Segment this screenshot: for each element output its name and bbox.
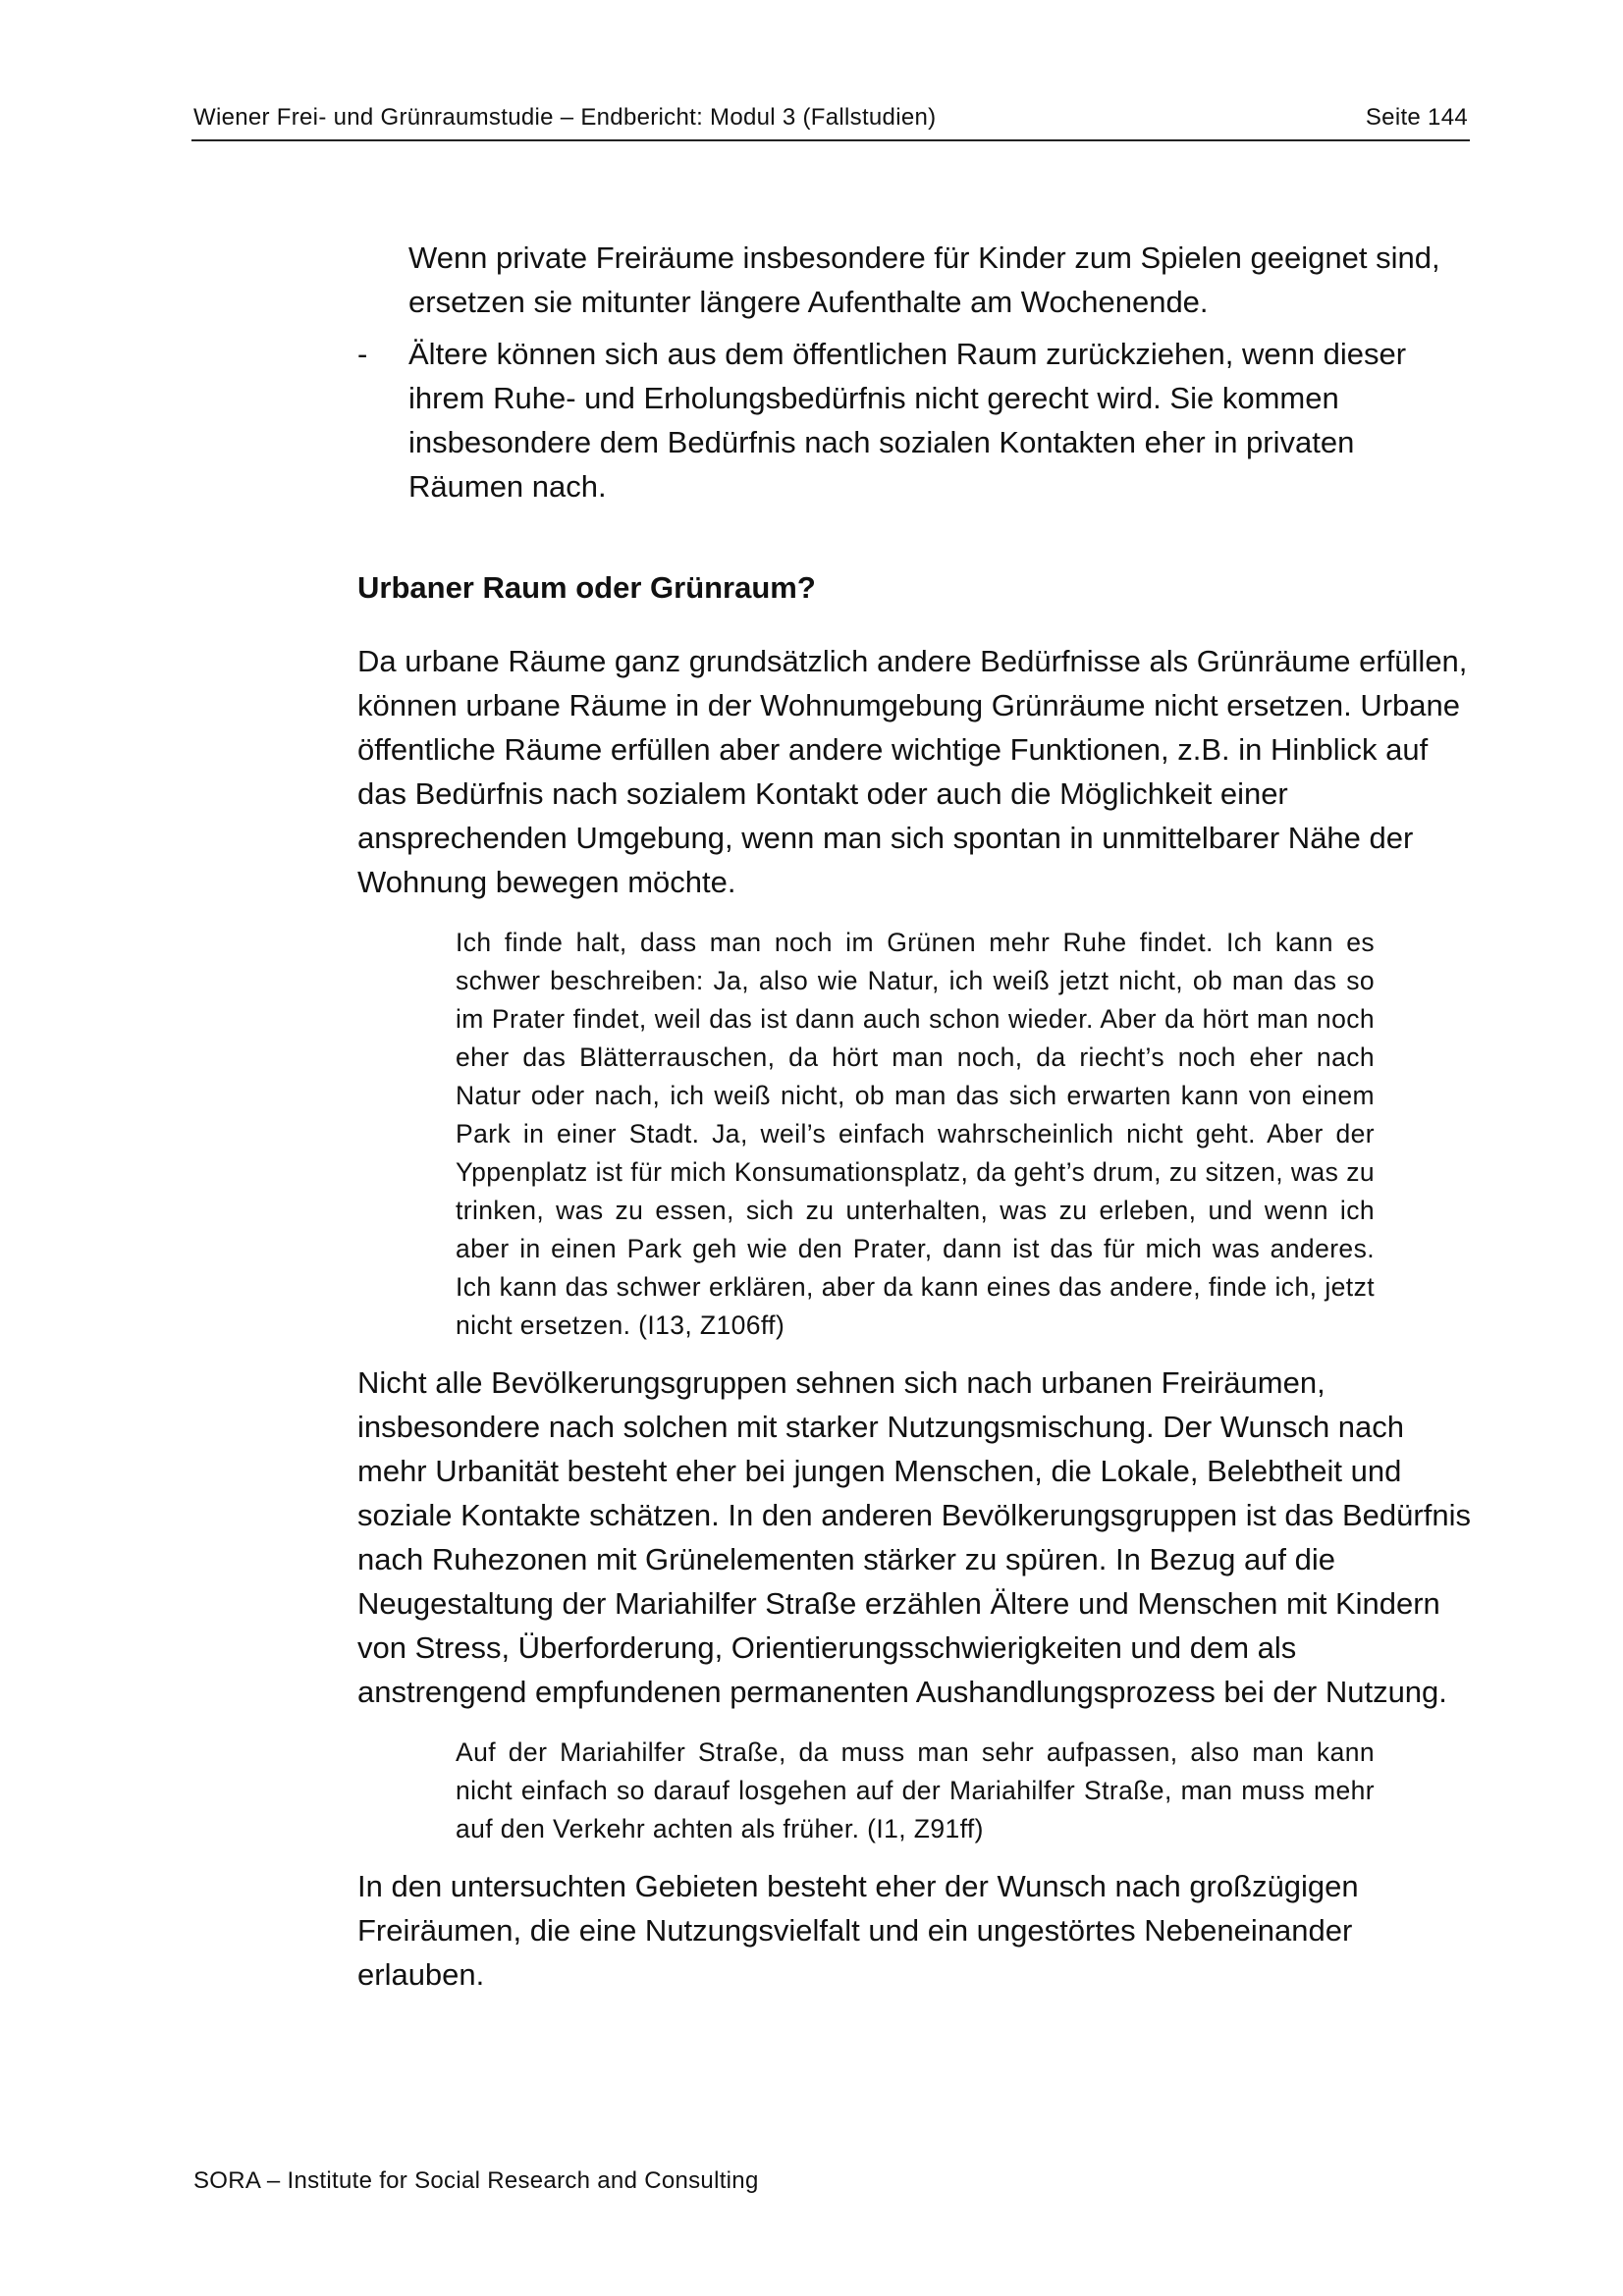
continuation-paragraph: Wenn private Freiräume insbesondere für Kinder zum Spielen geeignet sind, ersetzen sie mitunter längere Aufenthalte am Wochenende. xyxy=(408,240,1440,319)
paragraph-1: Da urbane Räume ganz grundsätzlich andere Bedürfnisse als Grünräume erfüllen, können urbane Räume in der Wohnumgebung Grünräume nicht ersetzen. Urbane öffentliche Räume erfüllen aber andere wichtige Funktionen, z.B. in Hinblick auf das Bedürfnis nach sozialem Kontakt oder auch die Möglichkeit einer ansprechenden Umgebung, wenn man sich spontan in unmittelbarer Nähe der Wohnung bewegen möchte. xyxy=(357,644,1468,899)
interview-quote-1: Ich finde halt, dass man noch im Grünen mehr Ruhe findet. Ich kann es schwer beschreiben: Ja, also wie Natur, ich weiß jetzt nicht, ob man das so im Prater findet, weil das ist dann auch schon wieder. Aber da hört man noch eher das Blätterrauschen, da hört man noch, da riecht’s noch eher nach Natur oder nach, ich weiß nicht, ob man das sich erwarten kann von einem Park in einer Stadt. Ja, weil’s einfach wahrscheinlich nicht geht. Aber der Yppenplatz ist für mich Konsumationsplatz, da geht’s drum, zu sitzen, was zu trinken, was zu essen, sich zu unterhalten, was zu erleben, und wenn ich aber in einen Park geh wie den Prater, dann ist das für mich was anderes. Ich kann das schwer erklären, aber da kann eines das andere, finde ich, jetzt nicht ersetzen. (I13, Z106ff) xyxy=(456,928,1375,1340)
list-marker: - xyxy=(357,337,368,371)
paragraph-3: In den untersuchten Gebieten besteht eher der Wunsch nach großzügigen Freiräumen, die eine Nutzungsvielfalt und ein ungestörtes Nebeneinander erlauben. xyxy=(357,1869,1359,1992)
paragraph-2: Nicht alle Bevölkerungsgruppen sehnen sich nach urbanen Freiräumen, insbesondere nach solchen mit starker Nutzungsmischung. Der Wunsch nach mehr Urbanität besteht eher bei jungen Menschen, die Lokale, Belebtheit und soziale Kontakte schätzen. In den anderen Bevölkerungsgruppen ist das Bedürfnis nach Ruhezonen mit Grünelementen stärker zu spüren. In Bezug auf die Neugestaltung der Mariahilfer Straße erzählen Ältere und Menschen mit Kindern von Stress, Überforderung, Orientierungsschwierigkeiten und dem als anstrengend empfundenen permanenten Aushandlungsprozess bei der Nutzung. xyxy=(357,1365,1471,1709)
page-footer: SORA – Institute for Social Research and Consulting xyxy=(193,2167,759,2194)
document-title: Wiener Frei- und Grünraumstudie – Endbericht: Modul 3 (Fallstudien) xyxy=(193,104,937,131)
document-body xyxy=(357,236,1473,1997)
section-heading: Urbaner Raum oder Grünraum? xyxy=(357,570,816,605)
list-item xyxy=(357,332,1449,508)
list-item-text: Ältere können sich aus dem öffentlichen Raum zurückziehen, wenn dieser ihrem Ruhe- und Erholungsbedürfnis nicht gerecht wird. Sie kommen insbesondere dem Bedürfnis nach sozialen Kontakten eher in privaten Räumen nach. xyxy=(408,337,1407,504)
page-header xyxy=(191,102,1470,141)
interview-quote-2: Auf der Mariahilfer Straße, da muss man sehr aufpassen, also man kann nicht einfach so darauf losgehen auf der Mariahilfer Straße, man muss mehr auf den Verkehr achten als früher. (I1, Z91ff) xyxy=(456,1737,1375,1843)
page-number: Seite 144 xyxy=(1365,104,1468,131)
